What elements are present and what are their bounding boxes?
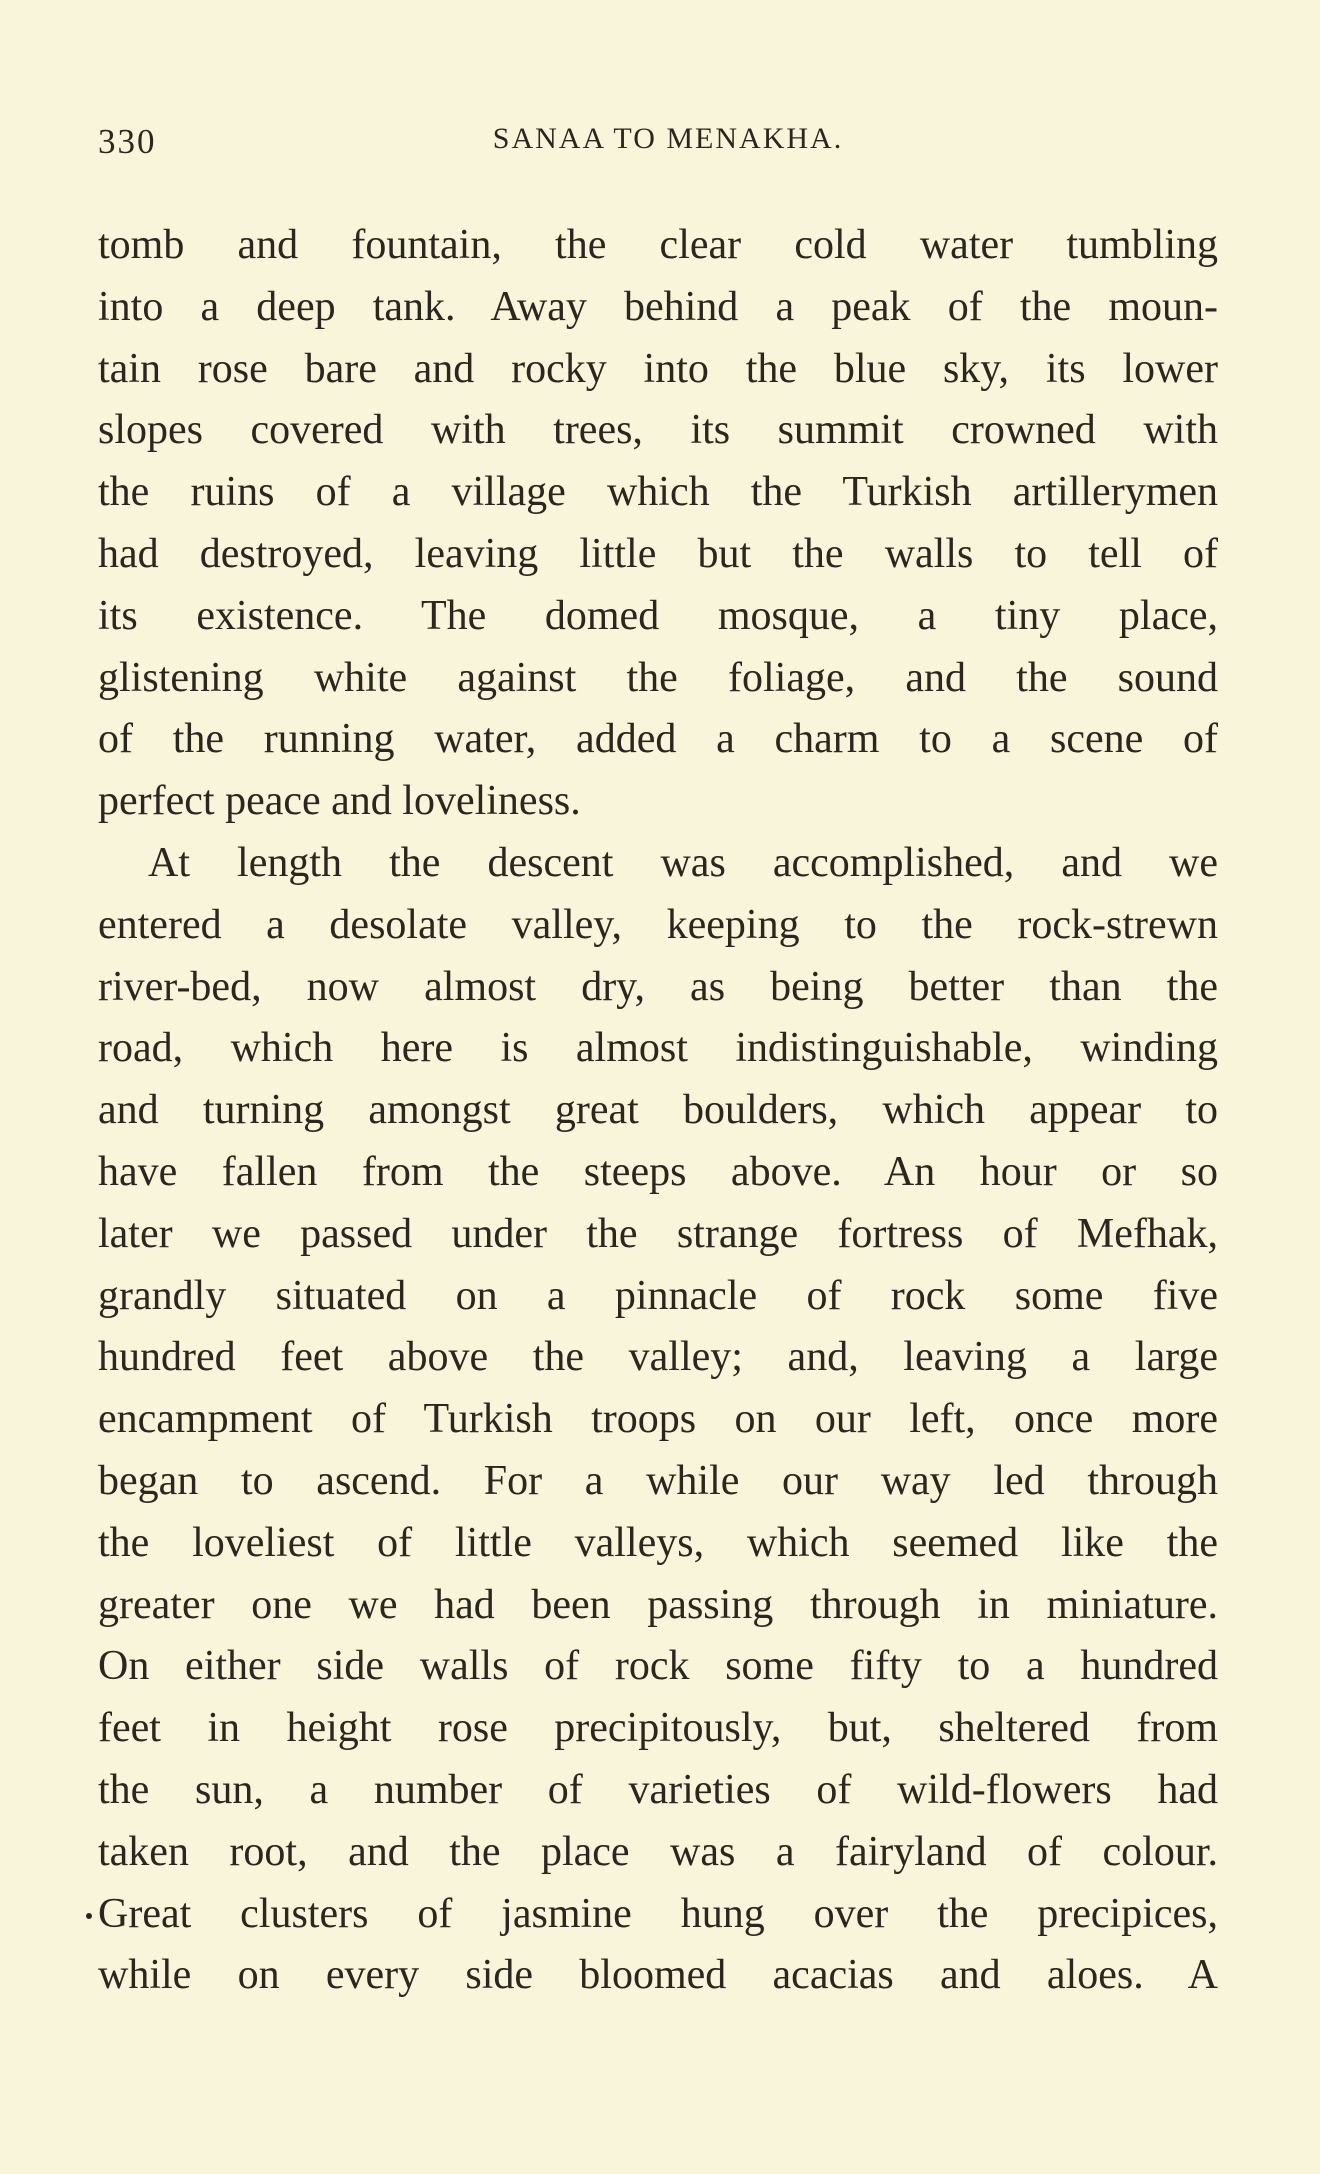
- text-line: the sun, a number of varieties of wild-flowers had: [98, 1766, 1218, 1813]
- text-line: began to ascend. For a while our way led through: [98, 1457, 1218, 1504]
- text-line: glistening white against the foliage, and the sound: [98, 654, 1218, 701]
- text-line: entered a desolate valley, keeping to the rock-strewn: [98, 901, 1218, 948]
- text-line: tain rose bare and rocky into the blue sky, its lower: [98, 345, 1218, 392]
- text-line: grandly situated on a pinnacle of rock some five: [98, 1272, 1218, 1319]
- margin-mark: [86, 1913, 92, 1919]
- text-line: into a deep tank. Away behind a peak of the moun-: [98, 283, 1218, 330]
- text-line: slopes covered with trees, its summit crowned with: [98, 407, 1218, 454]
- text-line: road, which here is almost indistinguishable, winding: [98, 1025, 1218, 1072]
- text-line: have fallen from the steeps above. An hour or so: [98, 1148, 1218, 1195]
- text-line: river-bed, now almost dry, as being better than the: [98, 963, 1218, 1010]
- page-number: 330: [98, 122, 157, 161]
- text-line: taken root, and the place was a fairyland of colour.: [98, 1828, 1218, 1875]
- text-line: encampment of Turkish troops on our left, once more: [98, 1396, 1218, 1443]
- text-line: perfect peace and loveliness.: [98, 778, 581, 825]
- text-line: At length the descent was accomplished, and we: [148, 839, 1218, 886]
- text-line: tomb and fountain, the clear cold water tumbling: [98, 222, 1218, 268]
- running-head: SANAA TO MENAKHA.: [492, 122, 844, 155]
- body-text: [98, 215, 1218, 2007]
- text-line: hundred feet above the valley; and, leaving a large: [98, 1334, 1218, 1381]
- text-line: the ruins of a village which the Turkish artillerymen: [98, 469, 1218, 516]
- text-line: greater one we had been passing through in miniature.: [98, 1581, 1218, 1628]
- text-line: On either side walls of rock some fifty to a hundred: [98, 1643, 1218, 1690]
- text-line: its existence. The domed mosque, a tiny place,: [98, 592, 1218, 639]
- text-line: the loveliest of little valleys, which seemed like the: [98, 1519, 1218, 1566]
- text-line: feet in height rose precipitously, but, sheltered from: [98, 1705, 1218, 1752]
- text-line: of the running water, added a charm to a scene of: [98, 716, 1218, 763]
- text-line: Great clusters of jasmine hung over the precipices,: [98, 1890, 1218, 1937]
- text-line: and turning amongst great boulders, which appear to: [98, 1087, 1218, 1134]
- text-line: later we passed under the strange fortress of Mefhak,: [98, 1210, 1218, 1257]
- page-header: [98, 122, 1218, 172]
- text-line: had destroyed, leaving little but the walls to tell of: [98, 530, 1218, 577]
- text-line: while on every side bloomed acacias and aloes. A: [98, 1952, 1218, 1999]
